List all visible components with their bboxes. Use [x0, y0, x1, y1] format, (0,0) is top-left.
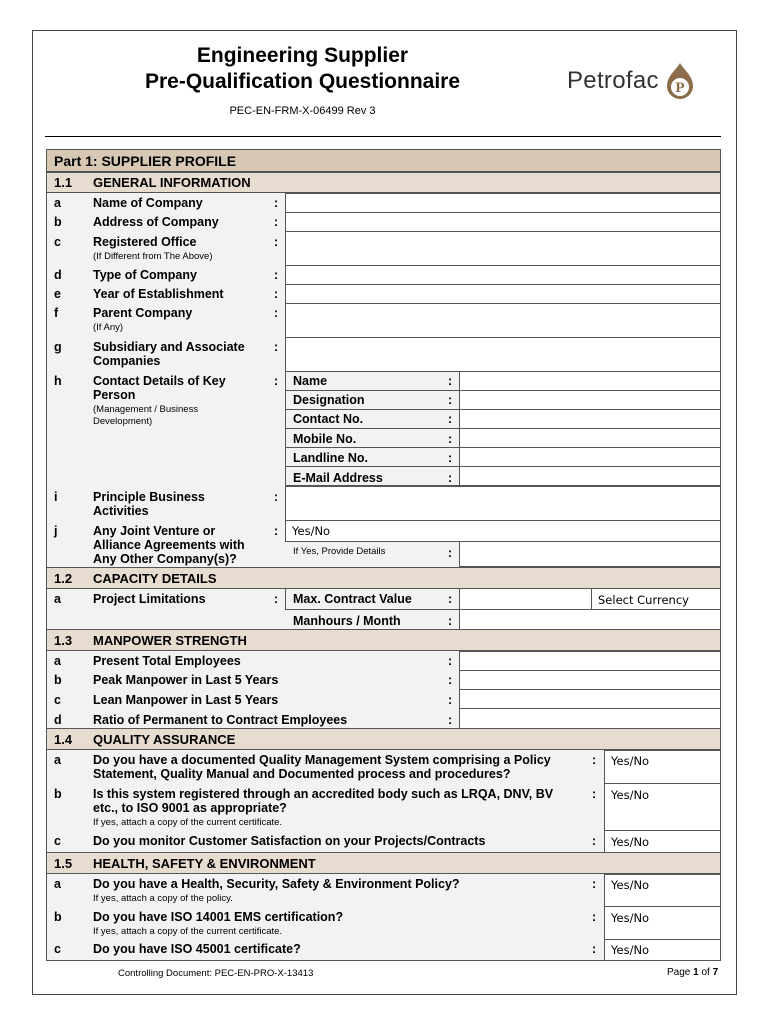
field-label: Address of Company — [93, 215, 219, 229]
field-label: Ratio of Permanent to Contract Employees — [93, 713, 348, 727]
section-number: 1.1 — [54, 175, 73, 190]
yesno-value: Yes/No — [611, 835, 650, 849]
item-letter: c — [54, 235, 61, 249]
section-1-3-header — [47, 629, 720, 651]
item-letter: g — [54, 340, 62, 354]
title-line-2: Pre-Qualification Questionnaire — [144, 70, 461, 93]
peak-manpower-input[interactable] — [459, 670, 721, 690]
section-number: 1.3 — [54, 632, 73, 648]
colon: : — [274, 287, 279, 301]
question-text: Do you have a documented Quality Management System comprising a Policy — [93, 753, 551, 767]
part-1-title: Part 1: SUPPLIER PROFILE — [54, 152, 237, 169]
item-letter: b — [54, 673, 62, 687]
section-title: QUALITY ASSURANCE — [93, 731, 236, 747]
section-title: MANPOWER STRENGTH — [93, 632, 247, 648]
contact-field-label: Contact No. — [293, 412, 364, 426]
subsidiaries-input[interactable] — [285, 337, 721, 372]
yesno-value: Yes/No — [292, 524, 331, 538]
colon: : — [274, 306, 279, 320]
field-label: Companies — [93, 354, 161, 368]
page-total: 7 — [712, 967, 719, 978]
item-letter: a — [54, 654, 61, 668]
colon: : — [592, 834, 597, 848]
field-label: Name of Company — [93, 196, 203, 210]
contact-number-input[interactable] — [459, 409, 721, 429]
colon: : — [274, 196, 279, 210]
field-label: Activities — [93, 504, 149, 518]
joint-venture-details-input[interactable] — [459, 541, 721, 567]
colon: : — [448, 393, 453, 407]
field-note: If Yes, Provide Details — [293, 546, 386, 557]
item-letter: b — [54, 910, 62, 924]
field-label: Contact Details of Key — [93, 374, 226, 388]
item-letter: a — [54, 196, 61, 210]
page-number — [667, 967, 718, 978]
colon: : — [448, 592, 453, 606]
field-label: Manhours / Month — [293, 614, 401, 628]
colon: : — [274, 268, 279, 282]
colon: : — [448, 614, 453, 628]
section-number: 1.2 — [54, 570, 73, 586]
contact-field-label: Designation — [293, 393, 365, 407]
field-label: Principle Business — [93, 490, 205, 504]
field-label: Person — [93, 388, 136, 402]
colon: : — [592, 910, 597, 924]
item-letter: e — [54, 287, 61, 301]
colon: : — [274, 490, 279, 504]
contact-name-input[interactable] — [459, 371, 721, 391]
contact-designation-input[interactable] — [459, 390, 721, 410]
colon: : — [274, 374, 279, 388]
section-number: 1.4 — [54, 731, 73, 747]
colon: : — [592, 753, 597, 767]
yesno-value: Yes/No — [611, 788, 650, 802]
section-number: 1.5 — [54, 855, 73, 871]
document-reference: PEC-EN-FRM-X-06499 Rev 3 — [229, 105, 376, 117]
question-text: Statement, Quality Manual and Documented process and procedures? — [93, 767, 511, 781]
colon: : — [448, 546, 453, 560]
contact-mobile-input[interactable] — [459, 428, 721, 448]
petrofac-flame-icon — [665, 62, 695, 100]
page-current: 1 — [693, 967, 699, 978]
item-letter: b — [54, 787, 62, 801]
contact-landline-input[interactable] — [459, 447, 721, 467]
item-letter: f — [54, 306, 59, 320]
item-letter: b — [54, 215, 62, 229]
petrofac-logo — [567, 62, 695, 100]
colon: : — [274, 235, 279, 249]
colon: : — [274, 592, 279, 606]
field-label: Registered Office — [93, 235, 197, 249]
item-letter: c — [54, 834, 61, 848]
colon: : — [448, 471, 453, 485]
question-note: If yes, attach a copy of the current certificate. — [93, 926, 283, 937]
total-employees-input[interactable] — [459, 651, 721, 671]
colon: : — [592, 787, 597, 801]
employee-ratio-input[interactable] — [459, 708, 721, 729]
field-note: (If Different from The Above) — [93, 251, 213, 262]
colon: : — [592, 877, 597, 891]
item-letter: a — [54, 753, 61, 767]
section-title: HEALTH, SAFETY & ENVIRONMENT — [93, 855, 316, 871]
section-title: GENERAL INFORMATION — [93, 175, 251, 190]
field-note: Development) — [93, 416, 153, 427]
colon: : — [448, 654, 453, 668]
questionnaire-form — [46, 149, 721, 961]
colon: : — [448, 673, 453, 687]
question-text: Is this system registered through an accredited body such as LRQA, DNV, BV — [93, 787, 554, 801]
of-word: of — [701, 967, 710, 978]
question-text: Do you have a Health, Security, Safety & Environment Policy? — [93, 877, 460, 891]
field-note: (If Any) — [93, 322, 124, 333]
registered-office-input[interactable] — [285, 231, 721, 266]
yesno-value: Yes/No — [611, 878, 650, 892]
question-text: etc., to ISO 9001 as appropriate? — [93, 801, 287, 815]
item-letter: i — [54, 490, 58, 504]
field-label: Max. Contract Value — [293, 592, 412, 606]
svg-text:P: P — [675, 80, 685, 96]
field-label: Subsidiary and Associate — [93, 340, 245, 354]
field-label: Present Total Employees — [93, 654, 241, 668]
field-label: Parent Company — [93, 306, 193, 320]
item-letter: d — [54, 713, 62, 727]
page-word: Page — [667, 967, 691, 978]
field-label: Any Other Company(s)? — [93, 552, 237, 566]
field-label: Project Limitations — [93, 592, 206, 606]
max-contract-value-input[interactable] — [459, 588, 592, 610]
part-1-header — [47, 150, 720, 172]
header-divider — [45, 136, 721, 137]
question-note: If yes, attach a copy of the policy. — [93, 893, 233, 904]
field-label: Alliance Agreements with — [93, 538, 245, 552]
company-name-input[interactable] — [285, 193, 721, 213]
item-letter: a — [54, 592, 61, 606]
item-letter: c — [54, 942, 61, 956]
colon: : — [448, 693, 453, 707]
company-type-input[interactable] — [285, 265, 721, 285]
yesno-value: Yes/No — [611, 943, 650, 957]
joint-venture-yesno[interactable] — [285, 520, 721, 542]
item-letter: a — [54, 877, 61, 891]
contact-field-label: Landline No. — [293, 451, 368, 465]
section-1-4-header — [47, 728, 720, 750]
yesno-value: Yes/No — [611, 754, 650, 768]
yesno-value: Yes/No — [611, 911, 650, 925]
lean-manpower-input[interactable] — [459, 689, 721, 709]
colon: : — [274, 524, 279, 538]
contact-field-label: Name — [293, 374, 328, 388]
business-activities-input[interactable] — [285, 486, 721, 521]
section-1-5-header — [47, 852, 720, 874]
colon: : — [448, 451, 453, 465]
contact-field-label: E-Mail Address — [293, 471, 383, 485]
colon: : — [448, 432, 453, 446]
colon: : — [592, 942, 597, 956]
parent-company-input[interactable] — [285, 303, 721, 338]
section-title: CAPACITY DETAILS — [93, 570, 217, 586]
page-title — [110, 43, 495, 95]
field-label: Type of Company — [93, 268, 197, 282]
field-label: Year of Establishment — [93, 287, 224, 301]
colon: : — [274, 340, 279, 354]
manhours-input[interactable] — [459, 609, 721, 630]
colon: : — [448, 374, 453, 388]
field-label: Peak Manpower in Last 5 Years — [93, 673, 279, 687]
item-letter: d — [54, 268, 62, 282]
question-note: If yes, attach a copy of the current certificate. — [93, 817, 283, 828]
contact-email-input[interactable] — [459, 466, 721, 486]
company-address-input[interactable] — [285, 212, 721, 232]
establishment-year-input[interactable] — [285, 284, 721, 304]
section-1-1-header — [47, 172, 720, 193]
currency-select-value: Select Currency — [598, 593, 689, 607]
question-text: Do you have ISO 14001 EMS certification? — [93, 910, 344, 924]
item-letter: c — [54, 693, 61, 707]
colon: : — [274, 215, 279, 229]
field-note: (Management / Business — [93, 404, 199, 415]
colon: : — [448, 412, 453, 426]
field-label: Lean Manpower in Last 5 Years — [93, 693, 279, 707]
contact-field-label: Mobile No. — [293, 432, 357, 446]
question-text: Do you monitor Customer Satisfaction on your Projects/Contracts — [93, 834, 486, 848]
item-letter: h — [54, 374, 62, 388]
field-label: Any Joint Venture or — [93, 524, 216, 538]
controlling-document: Controlling Document: PEC-EN-PRO-X-13413 — [118, 968, 314, 979]
section-1-2-header — [47, 567, 720, 589]
logo-text: Petrofac — [567, 67, 659, 94]
colon: : — [448, 713, 453, 727]
title-line-1: Engineering Supplier — [196, 44, 409, 67]
question-text: Do you have ISO 45001 certificate? — [93, 942, 301, 956]
item-letter: j — [54, 524, 58, 538]
